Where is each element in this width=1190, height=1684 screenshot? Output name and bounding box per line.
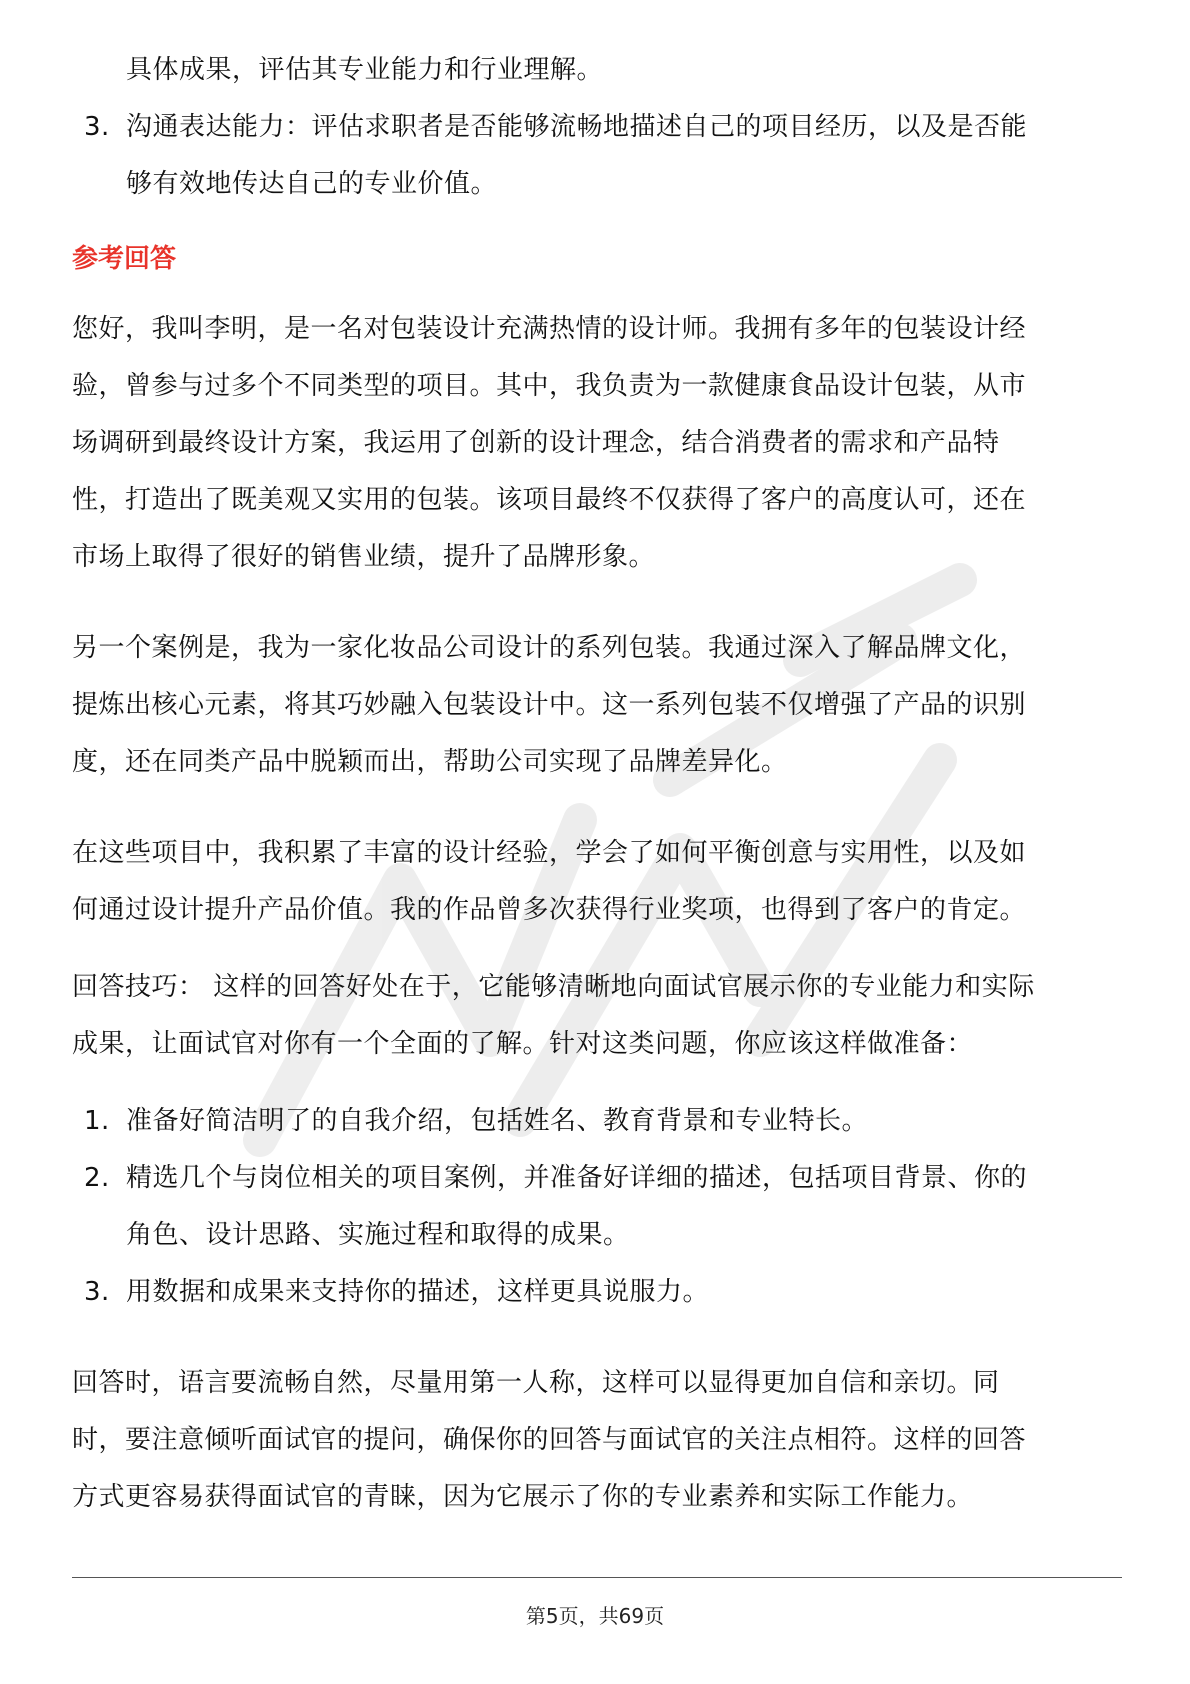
tips-item-text: 精选几个与岗位相关的项目案例，并准备好详细的描述，包括项目背景、你的 [126,1163,1028,1193]
tips-item-3 [72,1264,1122,1321]
continuation-line: 具体成果，评估其专业能力和行业理解。 [126,55,604,85]
paragraph-line: 时，要注意倾听面试官的提问，确保你的回答与面试官的关注点相符。这样的回答 [72,1425,1027,1455]
paragraph-line: 验，曾参与过多个不同类型的项目。其中，我负责为一款健康食品设计包装，从市 [72,371,1027,401]
tips-item-text: 用数据和成果来支持你的描述，这样更具说服力。 [126,1277,710,1307]
main-content [72,42,1122,1526]
paragraph-line: 回答时，语言要流畅自然，尽量用第一人称，这样可以显得更加自信和亲切。同 [72,1368,1000,1398]
tips-item-1 [72,1093,1122,1150]
paragraph-line: 成果，让面试官对你有一个全面的了解。针对这类问题，你应该这样做准备： [72,1029,974,1059]
tips-item-2-line2: 角色、设计思路、实施过程和取得的成果。 [126,1220,630,1250]
paragraph-line: 回答技巧： 这样的回答好处在于，它能够清晰地向面试官展示你的专业能力和实际 [72,972,1035,1002]
answer-paragraph-3 [72,825,1122,939]
reference-answer-title: 参考回答 [72,244,177,274]
paragraph-line: 何通过设计提升产品价值。我的作品曾多次获得行业奖项，也得到了客户的肯定。 [72,895,1027,925]
list-number: 3. [84,1277,110,1307]
paragraph-gap [72,1073,1122,1093]
paragraph-gap [72,791,1122,825]
criteria-item-3-line1: 沟通表达能力：评估求职者是否能够流畅地描述自己的项目经历，以及是否能 [126,112,1028,142]
paragraph-line: 提炼出核心元素，将其巧妙融入包装设计中。这一系列包装不仅增强了产品的识别 [72,690,1027,720]
tips-item-2 [72,1150,1122,1207]
paragraph-line: 场调研到最终设计方案，我运用了创新的设计理念，结合消费者的需求和产品特 [72,428,1000,458]
tips-intro [72,959,1122,1073]
paragraph-line: 在这些项目中，我积累了丰富的设计经验，学会了如何平衡创意与实用性，以及如 [72,838,1027,868]
paragraph-gap [72,1321,1122,1355]
tips-item-text: 准备好简洁明了的自我介绍，包括姓名、教育背景和专业特长。 [126,1106,869,1136]
list-number: 1. [84,1106,110,1136]
paragraph-line: 度，还在同类产品中脱颖而出，帮助公司实现了品牌差异化。 [72,747,788,777]
criteria-item-3 [72,99,1122,156]
list-number: 3. [84,112,110,142]
paragraph-gap [72,586,1122,620]
criteria-item-3-line2: 够有效地传达自己的专业价值。 [126,169,498,199]
tips-closing [72,1355,1122,1526]
paragraph-gap [72,939,1122,959]
criteria-list [72,99,1122,156]
paragraph-line: 另一个案例是，我为一家化妆品公司设计的系列包装。我通过深入了解品牌文化， [72,633,1027,663]
paragraph-line: 您好，我叫李明，是一名对包装设计充满热情的设计师。我拥有多年的包装设计经 [72,314,1027,344]
answer-paragraph-2 [72,620,1122,791]
paragraph-line: 市场上取得了很好的销售业绩，提升了品牌形象。 [72,542,656,572]
page-number: 第5页，共69页 [525,1604,665,1628]
paragraph-line: 性，打造出了既美观又实用的包装。该项目最终不仅获得了客户的高度认可，还在 [72,485,1027,515]
answer-paragraph-1 [72,301,1122,586]
tips-list-cont [72,1264,1122,1321]
tips-list [72,1093,1122,1207]
paragraph-line: 方式更容易获得面试官的青睐，因为它展示了你的专业素养和实际工作能力。 [72,1482,974,1512]
list-number: 2. [84,1163,110,1193]
footer-divider [72,1577,1122,1578]
